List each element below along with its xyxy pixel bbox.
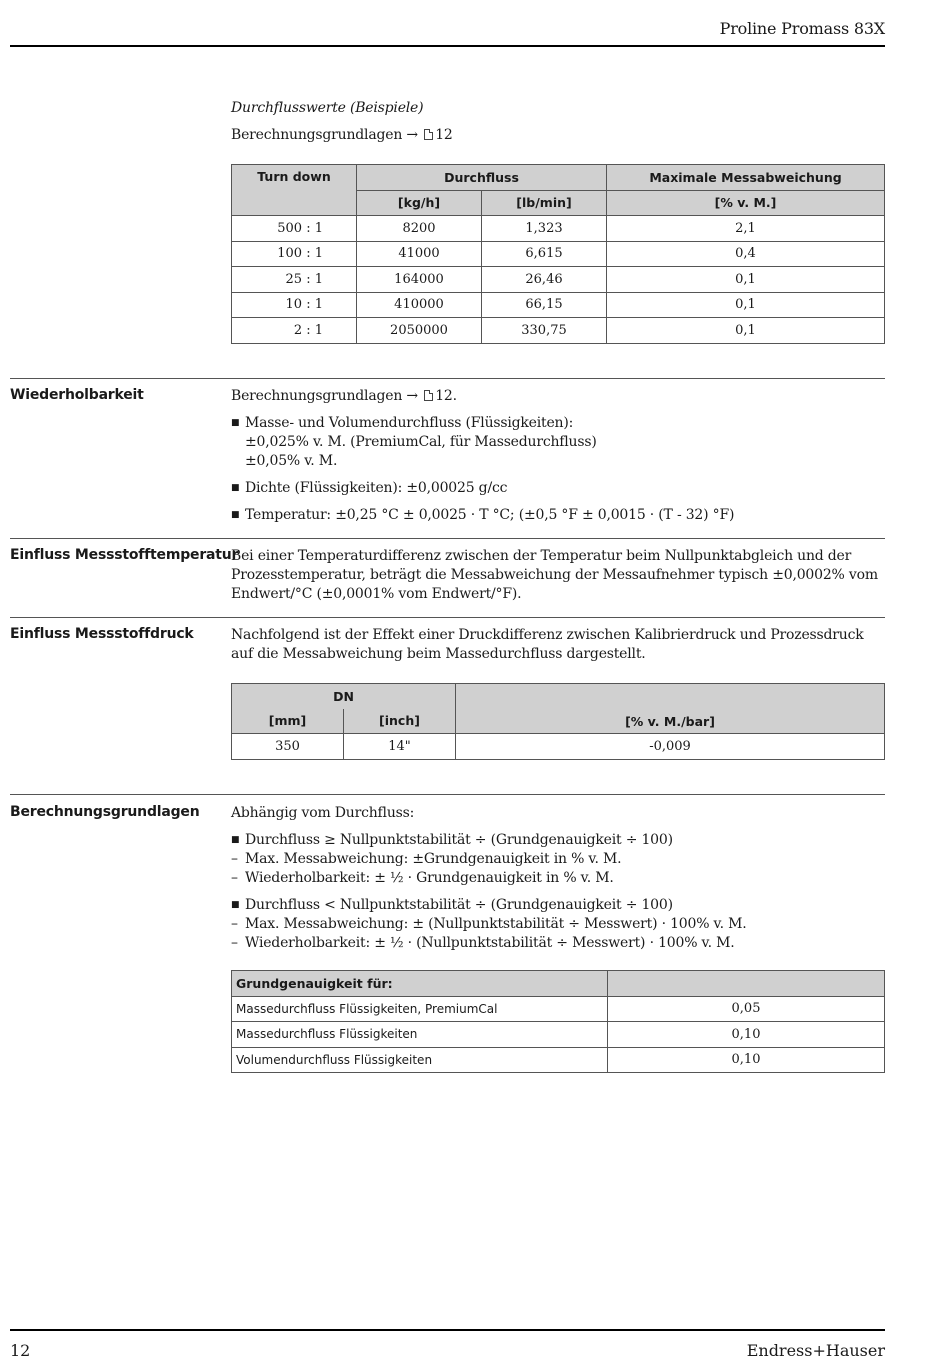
- page-ref-icon: [424, 390, 433, 401]
- cell-kgh: 164000: [357, 267, 482, 293]
- cell-lbmin: 6,615: [482, 241, 607, 267]
- grundgenauigkeit-table: [231, 970, 885, 1073]
- cell-value: 0,05: [608, 996, 885, 1022]
- sub-text: Wiederholbarkeit: ± ½ · (Nullpunktstabilität ÷ Messwert) · 100% v. M.: [245, 935, 735, 951]
- bullet-line: ±0,025% v. M. (PremiumCal, für Massedurchfluss): [245, 434, 597, 450]
- cell-turn: 10 : 1: [232, 292, 357, 318]
- section-rule: [10, 794, 885, 795]
- dash: –: [231, 870, 238, 886]
- col-kgh: [kg/h]: [357, 190, 482, 216]
- sub-text: Max. Messabweichung: ± (Nullpunktstabilität ÷ Messwert) · 100% v. M.: [245, 916, 747, 932]
- col-grundgenauigkeit: Grundgenauigkeit für:: [232, 971, 608, 997]
- cell-pct: 2,1: [607, 216, 885, 242]
- cell-pct: 0,1: [607, 267, 885, 293]
- col-max-abw: Maximale Messabweichung: [607, 165, 885, 191]
- page-ref-icon: [424, 129, 433, 140]
- ref-page[interactable]: 12.: [435, 388, 457, 404]
- table-row: [232, 996, 885, 1022]
- sub-item: [231, 869, 885, 888]
- list-item: ■ Dichte (Flüssigkeiten): ±0,00025 g/cc: [231, 479, 885, 498]
- footer-brand: Endress+Hauser: [746, 1341, 885, 1360]
- temperatur-label: Einfluss Messstofftemperatur: [10, 547, 239, 563]
- cell-pct: 0,1: [607, 292, 885, 318]
- header-rule: [10, 45, 885, 47]
- flow-ref: [231, 126, 885, 145]
- cell-value: 0,10: [608, 1047, 885, 1073]
- cell-pct: 0,4: [607, 241, 885, 267]
- cell-mm: 350: [232, 734, 344, 760]
- cell-inch: 14": [344, 734, 456, 760]
- cell-lbmin: 26,46: [482, 267, 607, 293]
- druck-content: [231, 626, 885, 664]
- col-pct-bar: [% v. M./bar]: [456, 684, 885, 734]
- temperatur-text: Bei einer Temperaturdifferenz zwischen der Temperatur beim Nullpunktabgleich und der Prozesstemperatur, beträgt die Messabweichung der Messaufnehmer typisch ±0,0002% vom Endwert/°C (±0,0001% vom Endwert/°F).: [231, 548, 878, 602]
- col-inch: [inch]: [344, 709, 456, 734]
- sub-item: [231, 850, 885, 869]
- bullet-line: ±0,05% v. M.: [245, 453, 338, 469]
- flow-subtitle: Durchflusswerte (Beispiele): [231, 100, 424, 116]
- section-rule: [10, 538, 885, 539]
- table-row: [232, 1047, 885, 1073]
- cell-turn: 500 : 1: [232, 216, 357, 242]
- bullet-line: ■ Durchfluss ≥ Nullpunktstabilität ÷ (Grundgenauigkeit ÷ 100): [245, 832, 673, 848]
- table-row: [232, 216, 885, 242]
- bullet-line: ■ Masse- und Volumendurchfluss (Flüssigkeiten):: [245, 415, 574, 431]
- table-row: [232, 292, 885, 318]
- cell-lbmin: 1,323: [482, 216, 607, 242]
- cell-turn: 100 : 1: [232, 241, 357, 267]
- wiederholbarkeit-list: [231, 414, 885, 525]
- section-rule: [10, 378, 885, 379]
- list-item: ■ Temperatur: ±0,25 °C ± 0,0025 · T °C; (±0,5 °F ± 0,0015 · (T - 32) °F): [231, 506, 885, 525]
- berechnung-intro: Abhängig vom Durchfluss:: [231, 805, 415, 821]
- list-item: [231, 896, 885, 953]
- cell-lbmin: 66,15: [482, 292, 607, 318]
- sub-item: [231, 934, 885, 953]
- cell-turn: 25 : 1: [232, 267, 357, 293]
- temperatur-content: [231, 547, 885, 604]
- table-row: [232, 241, 885, 267]
- dash: –: [231, 916, 238, 932]
- sub-text: Max. Messabweichung: ±Grundgenauigkeit in % v. M.: [245, 851, 622, 867]
- druck-table: [231, 683, 885, 760]
- table-row: [232, 318, 885, 344]
- cell-kgh: 2050000: [357, 318, 482, 344]
- cell-name: Volumendurchfluss Flüssigkeiten: [232, 1047, 608, 1073]
- list-item: [231, 414, 885, 471]
- cell-pct: 0,1: [607, 318, 885, 344]
- cell-name: Massedurchfluss Flüssigkeiten, PremiumCal: [232, 996, 608, 1022]
- col-turn-down: Turn down: [232, 165, 357, 216]
- wiederholbarkeit-content: [231, 387, 885, 525]
- list-item: [231, 831, 885, 888]
- footer-rule: [10, 1329, 885, 1331]
- sub-item: [231, 915, 885, 934]
- berechnung-list: [231, 831, 885, 953]
- col-durchfluss: Durchfluss: [357, 165, 607, 191]
- druck-text: Nachfolgend ist der Effekt einer Druckdifferenz zwischen Kalibrierdruck und Prozessdruck auf die Messabweichung beim Massedurchfluss dargestellt.: [231, 627, 864, 662]
- col-value: [608, 971, 885, 997]
- section-rule: [10, 617, 885, 618]
- bullet-line: ■ Durchfluss < Nullpunktstabilität ÷ (Grundgenauigkeit ÷ 100): [245, 897, 673, 913]
- dash: –: [231, 935, 238, 951]
- cell-pct-bar: -0,009: [456, 734, 885, 760]
- flow-table: [231, 164, 885, 344]
- cell-value: 0,10: [608, 1022, 885, 1048]
- header-title: Proline Promass 83X: [719, 19, 885, 38]
- page-number: 12: [10, 1341, 31, 1360]
- cell-kgh: 41000: [357, 241, 482, 267]
- col-mm: [mm]: [232, 709, 344, 734]
- cell-lbmin: 330,75: [482, 318, 607, 344]
- sub-text: Wiederholbarkeit: ± ½ · Grundgenauigkeit in % v. M.: [245, 870, 614, 886]
- cell-kgh: 8200: [357, 216, 482, 242]
- table-row: [232, 734, 885, 760]
- berechnung-label: Berechnungsgrundlagen: [10, 804, 200, 820]
- col-lbmin: [lb/min]: [482, 190, 607, 216]
- wiederholbarkeit-label: Wiederholbarkeit: [10, 387, 144, 403]
- ref-text: Berechnungsgrundlagen →: [231, 388, 418, 404]
- berechnung-content: [231, 804, 885, 953]
- druck-label: Einfluss Messstoffdruck: [10, 626, 194, 642]
- col-pct: [% v. M.]: [607, 190, 885, 216]
- cell-name: Massedurchfluss Flüssigkeiten: [232, 1022, 608, 1048]
- cell-kgh: 410000: [357, 292, 482, 318]
- table-row: [232, 1022, 885, 1048]
- flow-ref-page[interactable]: 12: [435, 127, 453, 143]
- table-row: [232, 267, 885, 293]
- flow-ref-text: Berechnungsgrundlagen →: [231, 127, 418, 143]
- col-dn: DN: [232, 684, 456, 709]
- wiederholbarkeit-ref: [231, 387, 885, 406]
- dash: –: [231, 851, 238, 867]
- cell-turn: 2 : 1: [232, 318, 357, 344]
- flow-section: [231, 99, 885, 145]
